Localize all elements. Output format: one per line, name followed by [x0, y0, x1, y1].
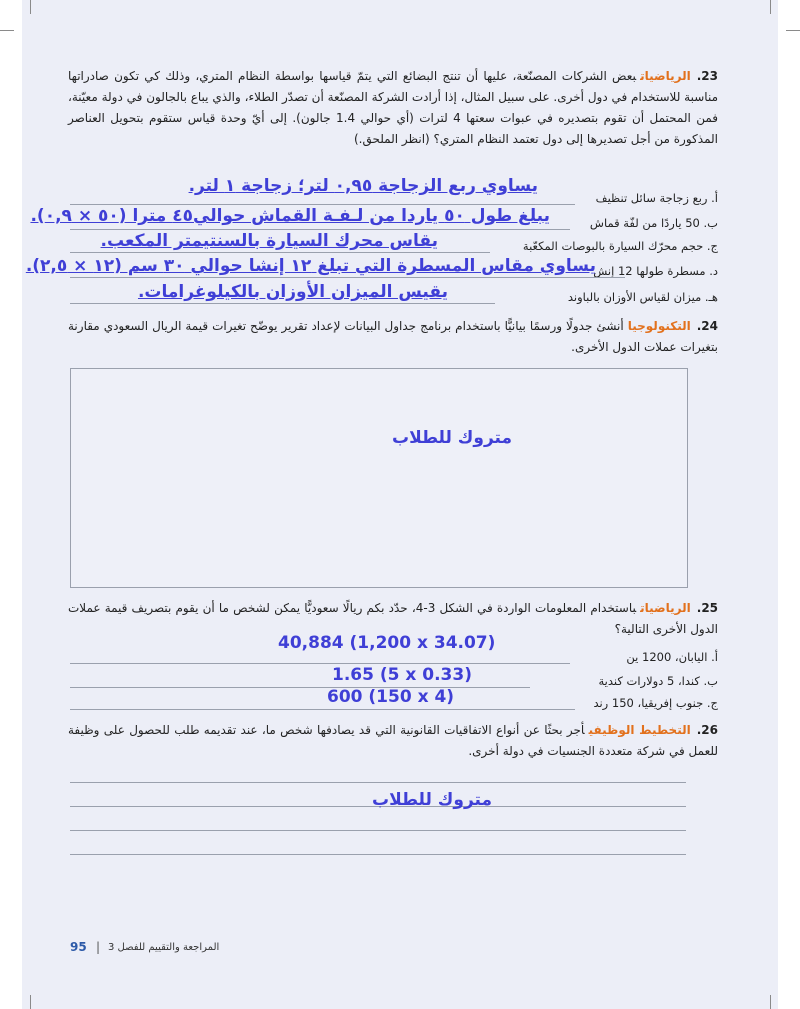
answer-line — [70, 229, 570, 230]
q23-answer-b: يبلغ طول ٥٠ ياردا من لـفـة القماش حوالي٤٥ مترا (٥٠ × ٠,٩). — [30, 206, 550, 226]
answer-line — [70, 687, 530, 688]
question-subject: الرياضيات — [640, 601, 691, 615]
crop-mark — [770, 0, 771, 14]
question-26 — [68, 720, 718, 762]
q25-item-b: ب. كندا، 5 دولارات كندية — [598, 674, 718, 688]
q25-item-a: أ. اليابان، 1200 ين — [626, 650, 718, 664]
answer-box — [70, 368, 688, 588]
crop-mark — [30, 995, 31, 1009]
q25-item-c: ج. جنوب إفريقيا، 150 رند — [593, 696, 718, 710]
answer-line — [70, 277, 625, 278]
q23-item-d: د. مسطرة طولها 12 إنش — [593, 264, 718, 278]
question-text: بعض الشركات المصنّعة، عليها أن تنتج البضائع التي يتمّ قياسها بواسطة النظام المتري، وذلك كي تكون صادراتها مناسبة للاستخدام في دول أخرى. على سبيل المثال، إذا أرادت الشركة المصنّعة أن تصدّر الطلاء، والذي يباع بالجالون في دولة معيّنة، فمن المحتمل أن تقوم بتصديره في عبوات سعتها 4 لترات (أي حوالي 1.4 جالون). إلى أيّ وحدة قياس ستقوم بتحويل العناصر المذكورة من أجل تصديرها إلى دول تعتمد النظام المتري؟ (انظر الملحق.) — [68, 69, 719, 146]
q23-answer-c: يقاس محرك السيارة بالسنتيمتر المكعب. — [100, 231, 438, 251]
q26-answer: متروك للطلاب — [372, 790, 492, 810]
question-number: 26. — [696, 723, 718, 737]
q23-item-c: ج. حجم محرّك السيارة بالبوصات المكعّبة — [522, 239, 718, 253]
question-subject: الرياضيات — [640, 69, 691, 83]
q23-answer-d: يساوي مقاس المسطرة التي تبلغ ١٢ إنشا حوالي ٣٠ سم (١٢ × ٢,٥). — [25, 256, 596, 276]
question-text: أجر بحثًا عن أنواع الاتفاقيات القانونية التي قد يصادفها شخص ما، عند تقديمه طلب للحصول على وظيفة للعمل في شركة متعددة الجنسيات في دولة أخرى. — [68, 723, 718, 758]
question-24 — [68, 316, 718, 358]
question-number: 23. — [696, 69, 718, 83]
q23-answer-e: يقيس الميزان الأوزان بالكيلوغرامات. — [137, 282, 448, 302]
q23-item-e: هـ. ميزان لقياس الأوزان بالباوند — [567, 290, 718, 304]
question-text: باستخدام المعلومات الواردة في الشكل 3-4، حدّد بكم ريالًا سعوديًّا يمكن لشخص ما أن يقوم بتصريف قيمة عملات الدول الأخرى التالية؟ — [68, 601, 718, 636]
answer-line — [70, 854, 686, 855]
q25-answer-b: 1.65 (5 x 0.33) — [332, 665, 472, 685]
question-23 — [68, 66, 718, 150]
question-text: أنشئ جدولًا ورسمًا بيانيًّا باستخدام برنامج جداول البيانات لإعداد تقرير يوضّح تغيرات قيمة الريال السعودي مقارنة بتغيرات عملات الدول الأخرى. — [68, 319, 718, 354]
q23-answer-a: يساوي ربع الزجاجة ٠,٩٥ لتر؛ زجاجة ١ لتر. — [188, 176, 538, 196]
crop-mark — [30, 0, 31, 14]
footer-separator: | — [96, 940, 101, 954]
answer-line — [70, 830, 686, 831]
question-number: 25. — [696, 601, 719, 615]
answer-line — [70, 709, 575, 710]
q25-answer-c: 600 (150 x 4) — [327, 687, 455, 707]
crop-mark — [0, 30, 14, 31]
question-subject: التكنولوجيا — [627, 319, 691, 333]
q25-answer-a: 40,884 (1,200 x 34.07) — [278, 633, 496, 653]
question-number: 24. — [696, 319, 718, 333]
q23-item-a: أ. ربع زجاجة سائل تنظيف — [595, 191, 718, 205]
answer-line — [70, 303, 495, 304]
q24-answer: متروك للطلاب — [392, 428, 512, 448]
page-number: 95 — [70, 940, 87, 954]
answer-line — [70, 782, 686, 783]
crop-mark — [770, 995, 771, 1009]
footer-chapter: المراجعة والتقييم للفصل 3 — [108, 942, 220, 953]
answer-line — [70, 204, 575, 205]
question-subject: التخطيط الوظيفي — [588, 723, 691, 737]
crop-mark — [786, 30, 800, 31]
answer-line — [70, 663, 570, 664]
q23-item-b: ب. 50 ياردًا من لفّة قماش — [589, 216, 718, 230]
answer-line — [70, 252, 490, 253]
